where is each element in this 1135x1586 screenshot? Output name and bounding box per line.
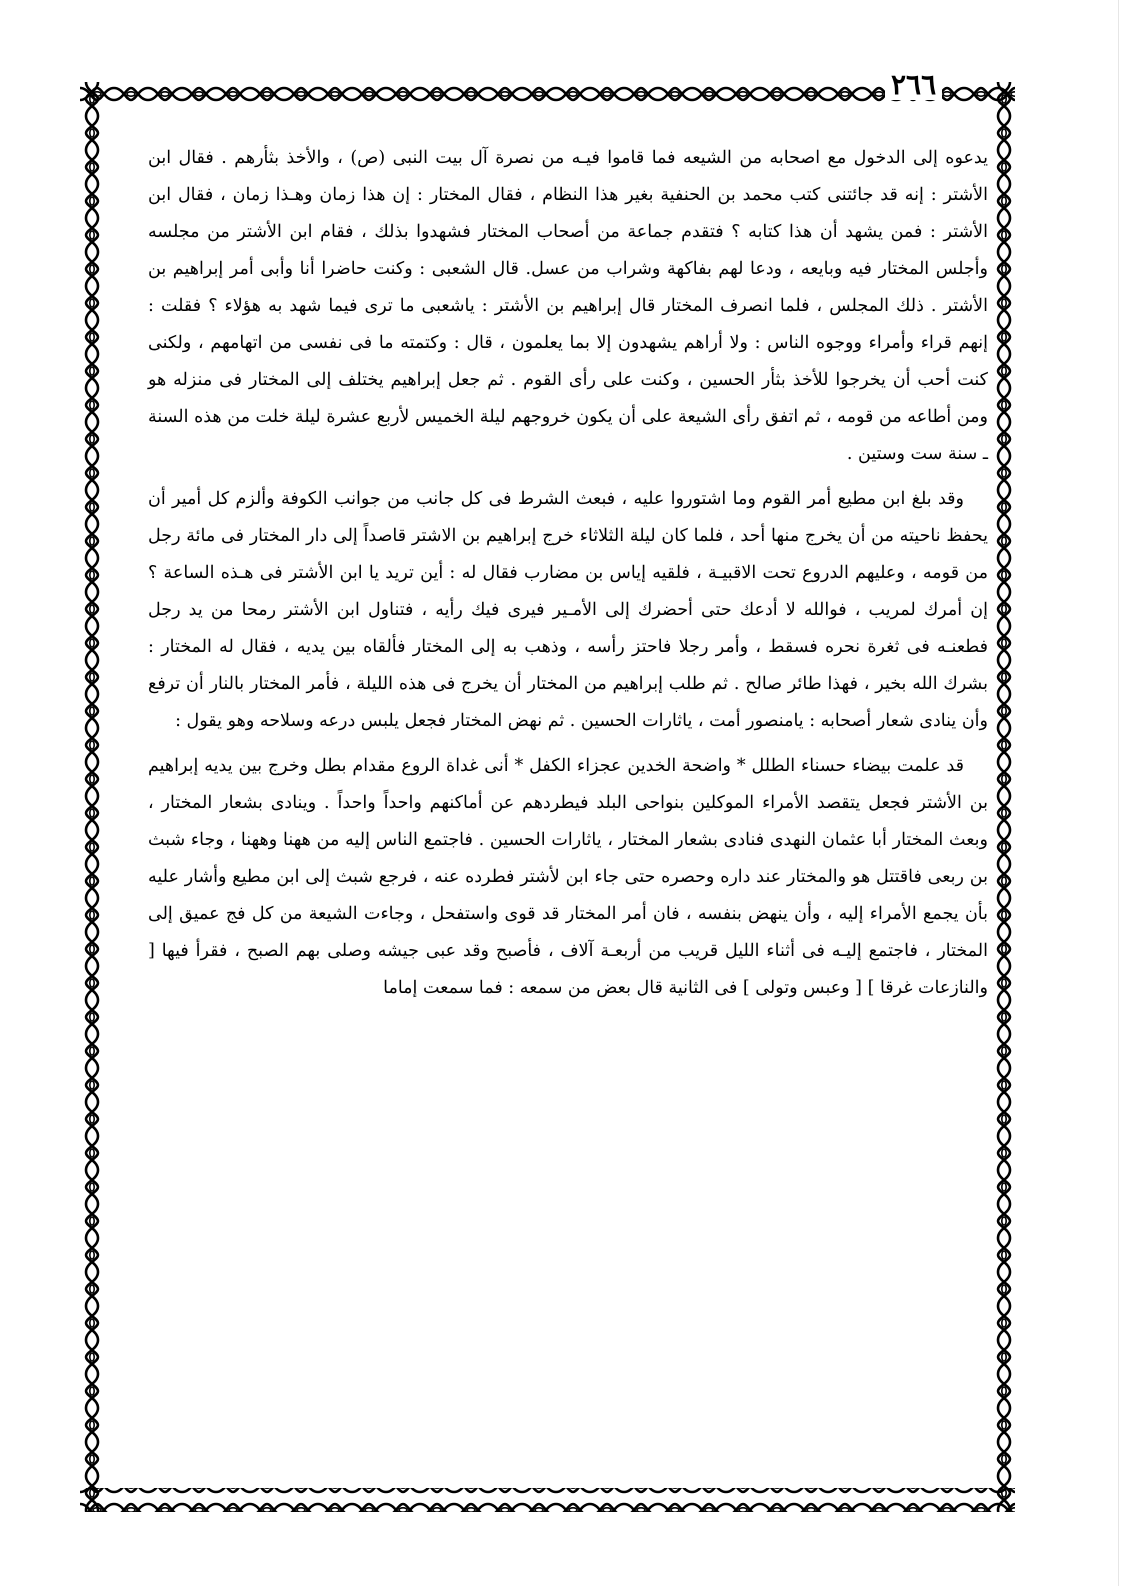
paragraph-2: وقد بلغ ابن مطيع أمر القوم وما اشتوروا عليه ، فبعث الشرط فى كل جانب من جوانب الكوفة وألزم كل أمير أن يحفظ ناحيته من أن يخرج منها أحد ، فلما كان ليلة الثلاثاء خرج إبراهيم بن الاشتر قاصداً إلى دار المختار فى مائة رجل من قومه ، وعليهم الدروع تحت الاقبيـة ، فلقيه إياس بن مضارب فقال له : أين تريد يا ابن الأشتر فى هـذه الساعة ؟ إن أمرك لمريب ، فوالله لا أدعك حتى أحضرك إلى الأمـير فيرى فيك رأيه ، فتناول ابن الأشتر رمحا من يد رجل فطعنـه فى ثغرة نحره فسقط ، وأمر رجلا فاحتز رأسه ، وذهب به إلى المختار فألقاه بين يديه ، فقال له المختار : بشرك الله بخير ، فهذا طائر صالح . ثم طلب إبراهيم من المختار أن يخرج فى هذه الليلة ، فأمر المختار بالنار أن ترفع وأن ينادى شعار أصحابه : يامنصور أمت ، ياثارات الحسين . ثم نهض المختار فجعل يلبس درعه وسلاحه وهو يقول : <box>148 489 988 731</box>
page-number: ٢٦٦ <box>885 70 942 100</box>
scan-edge-line <box>1118 0 1119 1586</box>
paragraph-1: يدعوه إلى الدخول مع اصحابه من الشيعه فما قاموا فيـه من نصرة آل بيت النبى (ص) ، والأخذ بثأرهم . فقال ابن الأشتر : إنه قد جائتنى كتب محمد بن الحنفية بغير هذا النظام ، فقال المختار : إن هذا زمان وهـذا زمان ، فقال ابن الأشتر : فمن يشهد أن هذا كتابه ؟ فتقدم جماعة من أصحاب المختار فشهدوا بذلك ، فقام ابن الأشتر من مجلسه وأجلس المختار فيه وبايعه ، ودعا لهم بفاكهة وشراب من عسل. قال الشعبى : وكنت حاضرا أنا وأبى أمر إبراهيم بن الأشتر . ذلك المجلس ، فلما انصرف المختار قال إبراهيم بن الأشتر : ياشعبى ما ترى فيما شهد به هؤلاء ؟ فقلت : إنهم قراء وأمراء ووجوه الناس : ولا أراهم يشهدون إلا بما يعلمون ، قال : وكتمته ما فى نفسى من اتهامهم ، ولكنى كنت أحب أن يخرجوا للأخذ بثأر الحسين ، وكنت على رأى القوم . ثم جعل إبراهيم يختلف إلى المختار فى منزله هو ومن أطاعه من قومه ، ثم اتفق رأى الشيعة على أن يكون خروجهم ليلة الخميس لأربع عشرة ليلة خلت من هذه السنة ـ سنة ست وستين . <box>148 148 988 464</box>
page-body-text <box>148 140 988 1500</box>
paragraph-3: قد علمت بيضاء حسناء الطلل * واضحة الخدين عجزاء الكفل * أنى غداة الروع مقدام بطل وخرج بين يديه إبراهيم بن الأشتر فجعل يتقصد الأمراء الموكلين بنواحى البلد فيطردهم عن أماكنهم واحداً واحداً . وينادى بشعار المختار ، وبعث المختار أبا عثمان النهدى فنادى بشعار المختار ، ياثارات الحسين . فاجتمع الناس إليه من ههنا وههنا ، وجاء شبث بن ربعى فاقتتل هو والمختار عند داره وحصره حتى جاء ابن لأشتر فطرده عنه ، فرجع شبث إلى ابن مطيع وأشار عليه بأن يجمع الأمراء إليه ، وأن ينهض بنفسه ، فان أمر المختار قد قوى واستفحل ، وجاءت الشيعة من كل فج عميق إلى المختار ، فاجتمع إليـه فى أثناء الليل قريب من أربعـة آلاف ، فأصبح وقد عبى جيشه وصلى بهم الصبح ، فقرأ فيها [ والنازعات غرقا ] [ وعبس وتولى ] فى الثانية قال بعض من سمعه : فما سمعت إماما <box>148 756 988 998</box>
